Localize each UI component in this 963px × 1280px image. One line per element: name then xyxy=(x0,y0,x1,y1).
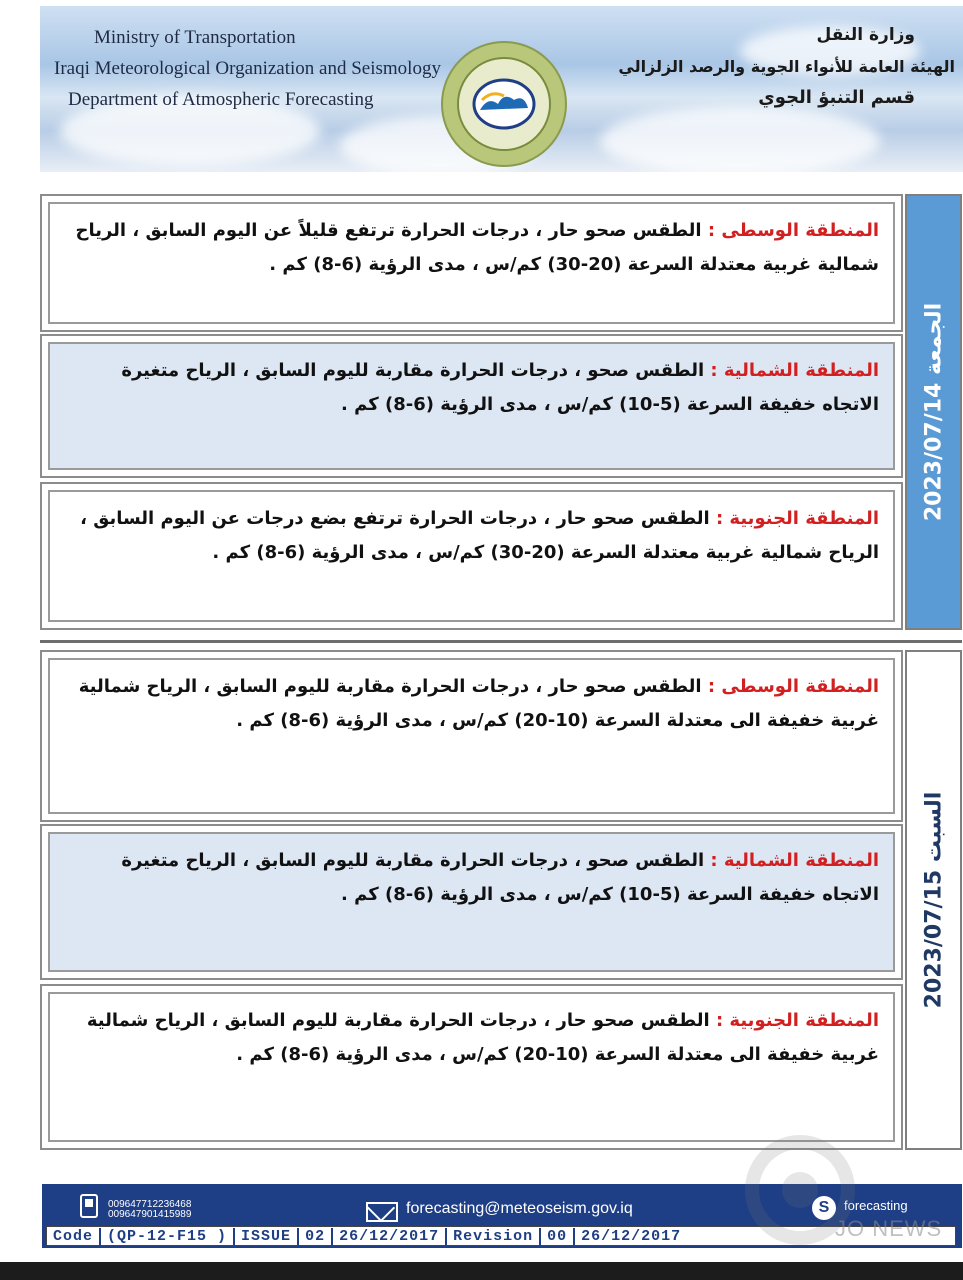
forecast-text xyxy=(48,992,895,1142)
region-label: المنطقة الجنوبية : xyxy=(715,508,879,529)
issue-date: 26/12/2017 xyxy=(333,1228,447,1245)
forecast-body: الطقس صحو حار ، درجات الحرارة ترتفع بضع درجات عن اليوم السابق ، الرياح شمالية غربية معتدلة السرعة (20-30) كم/س ، مدى الرؤية (6-8) كم . xyxy=(80,508,879,563)
date-bar-day2 xyxy=(905,650,962,1150)
ministry-name-ar: وزارة النقل xyxy=(816,25,915,45)
region-label: المنطقة الجنوبية : xyxy=(715,1010,879,1031)
phone-numbers xyxy=(108,1200,191,1220)
department-name-ar: قسم التنبؤ الجوي xyxy=(758,87,915,108)
watermark-text: JO NEWS xyxy=(835,1216,943,1241)
forecast-text xyxy=(48,658,895,814)
date-label: الجمعة 2023/07/14 xyxy=(921,302,946,522)
forecast-body: الطقس صحو حار ، درجات الحرارة ترتفع قليلاً عن اليوم السابق ، الرياح شمالية غربية معتدلة السرعة (20-30) كم/س ، مدى الرؤية (6-8) كم . xyxy=(75,220,879,275)
mail-icon xyxy=(366,1202,398,1222)
forecast-panel-day2-south xyxy=(40,984,903,1150)
region-label: المنطقة الشمالية : xyxy=(710,850,879,871)
forecast-text xyxy=(48,832,895,972)
revision-value: 00 xyxy=(541,1228,575,1245)
skype-icon: S xyxy=(812,1196,836,1220)
skype-id[interactable]: forecasting xyxy=(844,1198,908,1213)
forecast-text xyxy=(48,202,895,324)
forecast-body: الطقس صحو حار ، درجات الحرارة مقاربة لليوم السابق ، الرياح شمالية غربية خفيفة الى معتدلة السرعة (10-20) كم/س ، مدى الرؤية (6-8) كم . xyxy=(86,1010,879,1065)
header-banner xyxy=(40,6,963,172)
ministry-name-en: Ministry of Transportation xyxy=(94,27,296,48)
revision-label: Revision xyxy=(447,1228,541,1245)
forecast-panel-day2-north xyxy=(40,824,903,980)
phone-icon xyxy=(80,1194,98,1218)
forecast-body: الطقس صحو ، درجات الحرارة مقاربة لليوم السابق ، الرياح متغيرة الاتجاه خفيفة السرعة (5-10) كم/س ، مدى الرؤية (6-8) كم . xyxy=(121,360,879,415)
revision-date: 26/12/2017 xyxy=(581,1227,682,1245)
phone-number[interactable]: 009647712236468 xyxy=(108,1199,192,1210)
email-link[interactable]: forecasting@meteoseism.gov.iq xyxy=(406,1200,633,1217)
region-label: المنطقة الوسطى : xyxy=(707,676,879,697)
issue-value: 02 xyxy=(299,1228,333,1245)
issue-label: ISSUE xyxy=(235,1228,299,1245)
section-divider xyxy=(40,640,962,643)
code-label: Code xyxy=(47,1228,101,1245)
organization-name-ar: الهيئة العامة للأنواء الجوية والرصد الزلزالي xyxy=(618,57,955,76)
phone-number[interactable]: 009647901415989 xyxy=(108,1209,192,1220)
organization-name-en: Iraqi Meteorological Organization and Seismology xyxy=(54,58,441,79)
header-english xyxy=(54,22,441,115)
forecast-panel-day1-north xyxy=(40,334,903,478)
date-bar-day1 xyxy=(905,194,962,630)
organization-seal-icon xyxy=(438,38,570,170)
region-label: المنطقة الشمالية : xyxy=(710,360,879,381)
forecast-body: الطقس صحو ، درجات الحرارة مقاربة لليوم السابق ، الرياح متغيرة الاتجاه خفيفة السرعة (5-10) كم/س ، مدى الرؤية (6-8) كم . xyxy=(121,850,879,905)
forecast-body: الطقس صحو حار ، درجات الحرارة مقاربة لليوم السابق ، الرياح شمالية غربية خفيفة الى معتدلة السرعة (10-20) كم/س ، مدى الرؤية (6-8) كم . xyxy=(78,676,879,731)
department-name-en: Department of Atmospheric Forecasting xyxy=(68,89,374,110)
forecast-panel-day2-central xyxy=(40,650,903,822)
code-value: (QP-12-F15 ) xyxy=(101,1228,235,1245)
forecast-panel-day1-central xyxy=(40,194,903,332)
region-label: المنطقة الوسطى : xyxy=(707,220,879,241)
date-label: السبت 2023/07/15 xyxy=(921,791,946,1009)
bottom-edge xyxy=(0,1262,963,1280)
forecast-text xyxy=(48,342,895,470)
forecast-panel-day1-south xyxy=(40,482,903,630)
header-arabic xyxy=(618,20,955,113)
forecast-text xyxy=(48,490,895,622)
